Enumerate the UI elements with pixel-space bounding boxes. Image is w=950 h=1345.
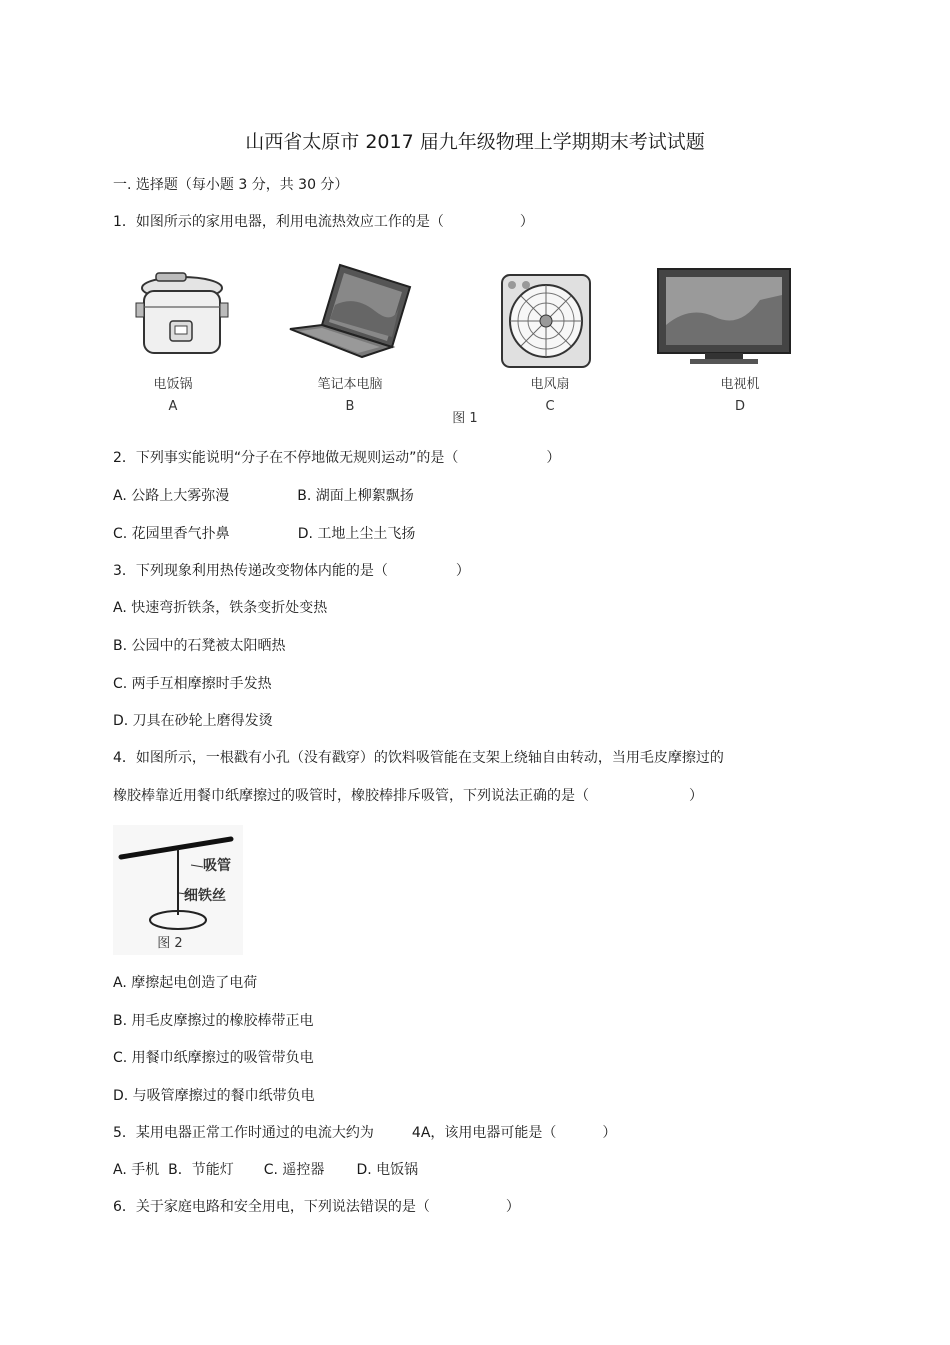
figure-1-label-c: 电风扇 — [530, 377, 570, 392]
figure-1-label-b: 笔记本电脑 — [317, 377, 383, 392]
question-3-option-a[interactable]: A. 快速弯折铁条，铁条变折处变热 — [113, 600, 328, 616]
fan-icon — [502, 275, 590, 367]
option-b[interactable]: B. 湖面上柳絮飘扬 — [297, 488, 414, 504]
question-2-options-row-1 — [113, 487, 414, 505]
question-5-stem: 5．某用电器正常工作时通过的电流大约为 4A，该用电器可能是（ ） — [113, 1125, 617, 1141]
figure-1-letter-a: A — [168, 399, 178, 414]
question-4-option-b[interactable]: B. 用毛皮摩擦过的橡胶棒带正电 — [113, 1013, 314, 1029]
figure-1-letter-b: B — [345, 399, 355, 414]
question-3-option-b[interactable]: B. 公园中的石凳被太阳晒热 — [113, 638, 286, 654]
option-c[interactable]: C. 遥控器 — [263, 1162, 325, 1178]
option-a[interactable]: A. 公路上大雾弥漫 — [113, 488, 230, 504]
question-4-stem-line-1: 4．如图所示，一根戳有小孔（没有戳穿）的饮料吸管能在支架上绕轴自由转动，当用毛皮摩擦过的 — [113, 750, 724, 766]
figure-2-label-wire: 细铁丝 — [184, 888, 226, 904]
question-3-option-c[interactable]: C. 两手互相摩擦时手发热 — [113, 676, 272, 692]
figure-2-caption: 图 2 — [157, 936, 183, 951]
page-title: 山西省太原市 2017 届九年级物理上学期期末考试试题 — [245, 131, 705, 153]
figure-2-label-straw: 吸管 — [203, 858, 231, 874]
figure-1-label-a: 电饭锅 — [153, 377, 193, 392]
tv-icon — [658, 269, 790, 364]
question-4-stem-line-2: 橡胶棒靠近用餐巾纸摩擦过的吸管时，橡胶棒排斥吸管，下列说法正确的是（ ） — [113, 788, 703, 804]
option-d[interactable]: D. 工地上尘土飞扬 — [297, 526, 416, 542]
question-5-options — [113, 1161, 418, 1179]
figure-1-letter-c: C — [545, 399, 555, 414]
question-3-option-d[interactable]: D. 刀具在砂轮上磨得发烫 — [113, 713, 273, 729]
question-2-options-row-2 — [113, 525, 415, 543]
figure-1 — [130, 255, 810, 430]
option-b[interactable]: B．节能灯 — [168, 1162, 234, 1178]
figure-1-label-d: 电视机 — [720, 377, 760, 392]
laptop-icon — [290, 265, 410, 357]
question-4-option-c[interactable]: C. 用餐巾纸摩擦过的吸管带负电 — [113, 1050, 314, 1066]
question-1-stem: 1．如图所示的家用电器，利用电流热效应工作的是（ ） — [113, 214, 534, 230]
question-4-option-d[interactable]: D. 与吸管摩擦过的餐巾纸带负电 — [113, 1088, 315, 1104]
option-c[interactable]: C. 花园里香气扑鼻 — [113, 526, 230, 542]
question-3-stem: 3．下列现象利用热传递改变物体内能的是（ ） — [113, 563, 470, 579]
question-2-stem: 2．下列事实能说明“分子在不停地做无规则运动”的是（ ） — [113, 450, 561, 466]
figure-1-letter-d: D — [734, 399, 745, 414]
option-d[interactable]: D. 电饭锅 — [356, 1162, 419, 1178]
question-4-option-a[interactable]: A. 摩擦起电创造了电荷 — [113, 975, 258, 991]
rice-cooker-icon — [136, 273, 228, 353]
section-heading: 一. 选择题（每小题 3 分，共 30 分） — [113, 177, 349, 193]
option-a[interactable]: A. 手机 — [113, 1162, 160, 1178]
question-6-stem: 6．关于家庭电路和安全用电，下列说法错误的是（ ） — [113, 1199, 520, 1215]
figure-1-caption: 图 1 — [452, 411, 478, 426]
